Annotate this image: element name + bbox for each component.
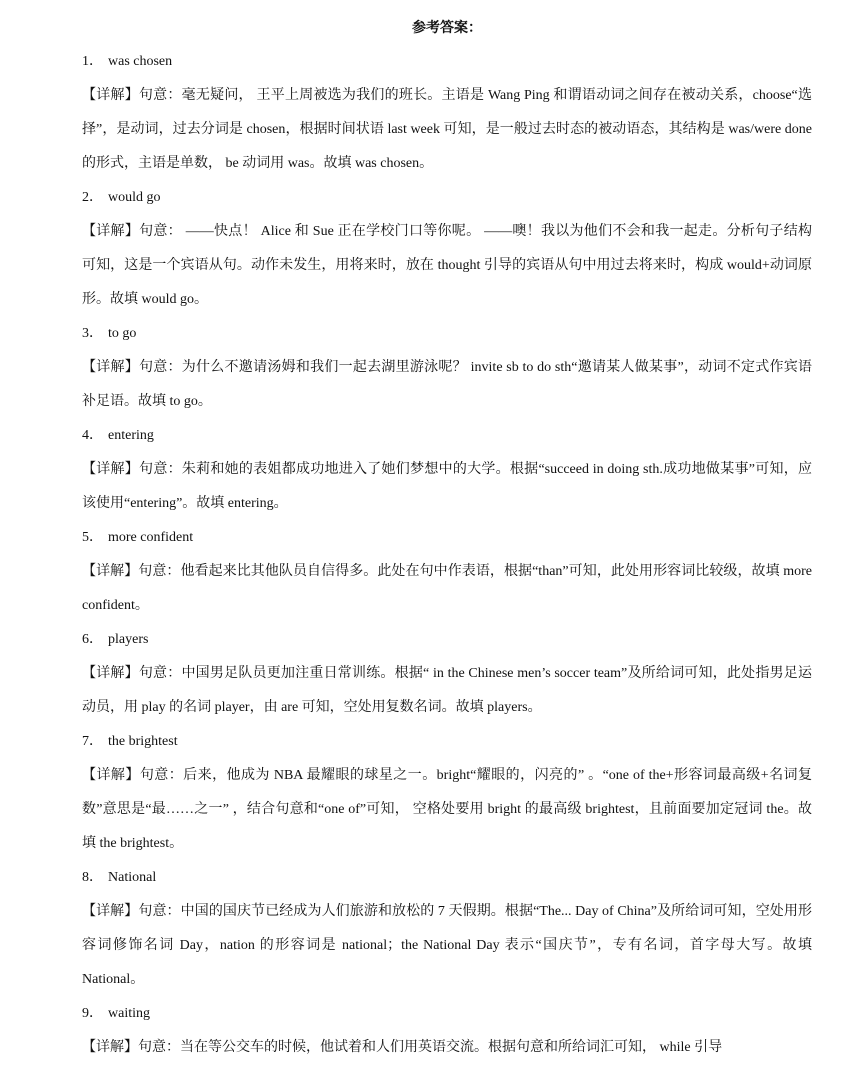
- answer-text: waiting: [108, 1006, 150, 1021]
- question-4: [82, 419, 812, 521]
- question-2: [82, 181, 812, 317]
- question-6: [82, 623, 812, 725]
- explanation-text: 【详解】句意：为什么不邀请汤姆和我们一起去湖里游泳呢？ invite sb to do sth“邀请某人做某事”，动词不定式作宾语补足语。故填 to go。: [82, 360, 812, 409]
- explanation-text: 【详解】句意：中国的国庆节已经成为人们旅游和放松的 7 天假期。根据“The... Day of China”及所给词可知，空处用形容词修饰名词 Day，nation 的形容词是 national；the National Day 表示“国庆节”，专有名词，首字母大写。故填 National。: [82, 904, 812, 987]
- answer-text: the brightest: [108, 734, 178, 749]
- explanation-text: 【详解】句意：中国男足队员更加注重日常训练。根据“ in the Chinese men’s soccer team”及所给词可知，此处指男足运动员，用 play 的名词 player，由 are 可知，空处用复数名词。故填 players。: [82, 666, 812, 715]
- answer-text: National: [108, 870, 157, 885]
- question-7: [82, 725, 812, 861]
- page-title: 参考答案：: [412, 21, 482, 36]
- question-number: 8．: [82, 870, 103, 885]
- answer-text: was chosen: [108, 54, 173, 69]
- question-8: [82, 861, 812, 997]
- answer-line: [82, 181, 812, 215]
- question-9: [82, 997, 812, 1065]
- explanation-text: 【详解】句意：朱莉和她的表姐都成功地进入了她们梦想中的大学。根据“succeed in doing sth.成功地做某事”可知，应该使用“entering”。故填 entering。: [82, 462, 812, 511]
- answer-text: more confident: [108, 530, 194, 545]
- answer-line: [82, 317, 812, 351]
- question-5: [82, 521, 812, 623]
- answer-line: [82, 419, 812, 453]
- explanation-text: 【详解】句意：毫无疑问， 王平上周被选为我们的班长。主语是 Wang Ping 和谓语动词之间存在被动关系，choose“选择”，是动词，过去分词是 chosen，根据时间状语 last week 可知，是一般过去时态的被动语态，其结构是 was/were done 的形式，主语是单数， be 动词用 was。故填 was chosen。: [82, 88, 812, 171]
- question-number: 7．: [82, 734, 103, 749]
- answer-line: [82, 623, 812, 657]
- answer-text: players: [108, 632, 149, 647]
- explanation-text: 【详解】句意： ——快点！ Alice 和 Sue 正在学校门口等你呢。 ——噢！我以为他们不会和我一起走。分析句子结构可知，这是一个宾语从句。动作未发生，用将来时，放在 thought 引导的宾语从句中用过去将来时，构成 would+动词原形。故填 would go。: [82, 224, 812, 307]
- answer-text: would go: [108, 190, 161, 205]
- answer-text: entering: [108, 428, 154, 443]
- answer-text: to go: [108, 326, 137, 341]
- question-number: 9．: [82, 1006, 103, 1021]
- question-number: 4．: [82, 428, 103, 443]
- answer-line: [82, 45, 812, 79]
- question-1: [82, 45, 812, 181]
- answer-line: [82, 725, 812, 759]
- answer-line: [82, 861, 812, 895]
- question-number: 3．: [82, 326, 103, 341]
- question-number: 5．: [82, 530, 103, 545]
- explanation-text: 【详解】句意：后来，他成为 NBA 最耀眼的球星之一。bright“耀眼的，闪亮的” 。“one of the+形容词最高级+名词复数”意思是“最……之一” ，结合句意和“one of”可知， 空格处要用 bright 的最高级 brightest，且前面要加定冠词 the。故填 the brightest。: [82, 768, 812, 851]
- question-number: 1．: [82, 54, 103, 69]
- explanation-text: 【详解】句意：他看起来比其他队员自信得多。此处在句中作表语，根据“than”可知，此处用形容词比较级，故填 more confident。: [82, 564, 812, 613]
- answer-line: [82, 997, 812, 1031]
- explanation-text: 【详解】句意：当在等公交车的时候，他试着和人们用英语交流。根据句意和所给词汇可知， while 引导: [82, 1040, 723, 1055]
- question-number: 2．: [82, 190, 103, 205]
- question-number: 6．: [82, 632, 103, 647]
- question-3: [82, 317, 812, 419]
- answer-line: [82, 521, 812, 555]
